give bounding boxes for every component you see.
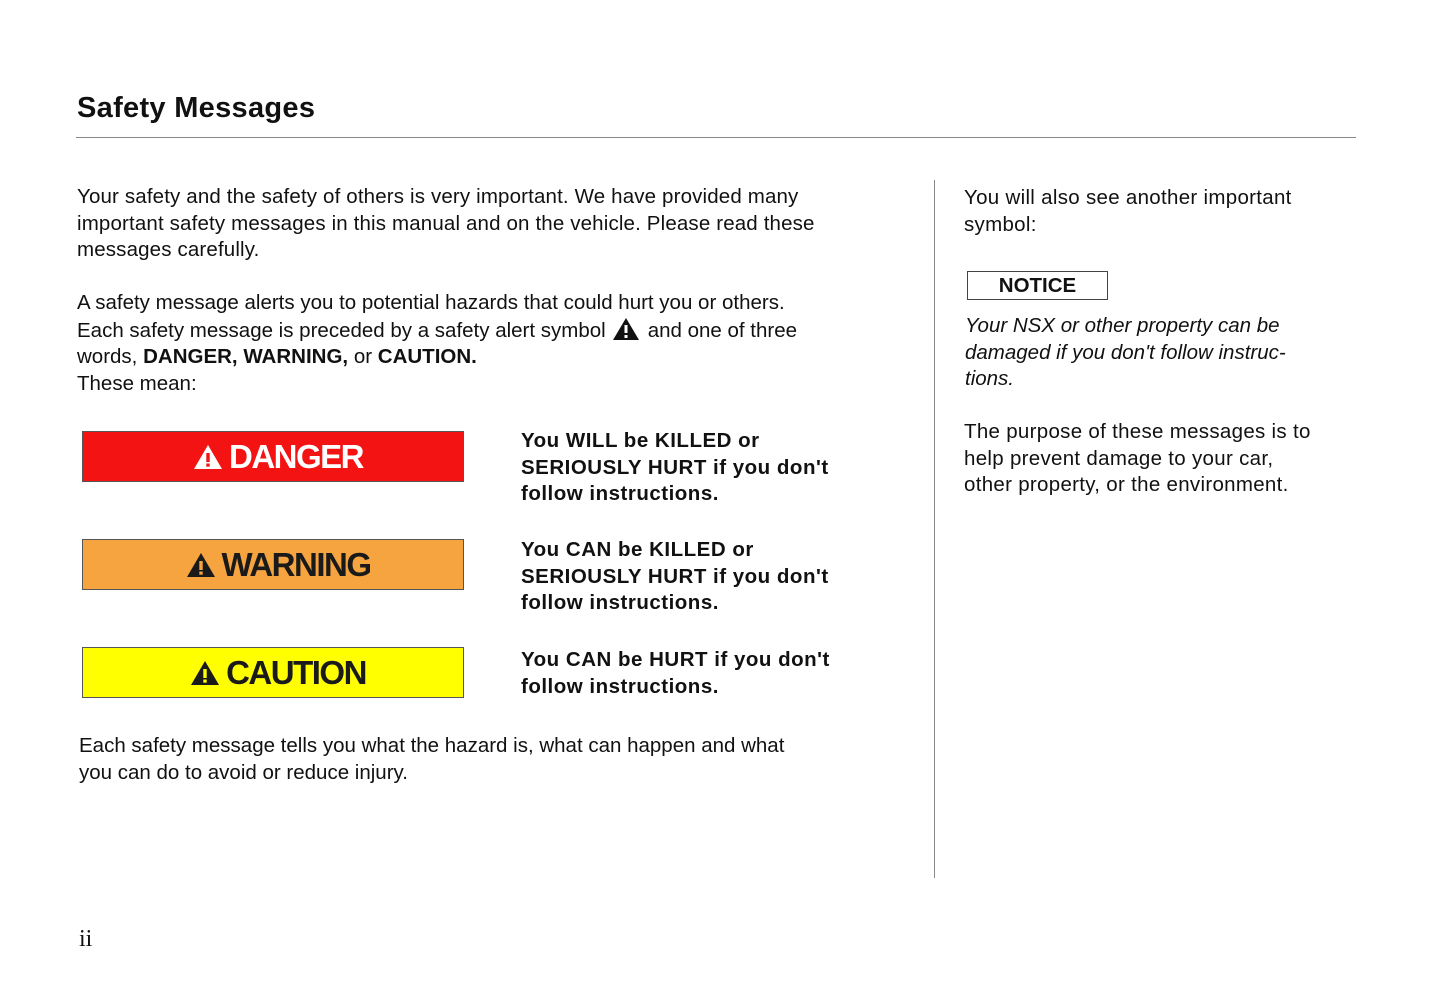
text-line [77, 344, 797, 371]
text-line: symbol: [964, 212, 1037, 236]
text-line: These mean: [77, 371, 197, 395]
alert-paragraph [77, 290, 797, 397]
text-line: follow instructions. [521, 482, 719, 505]
caution-label: CAUTION [226, 653, 366, 691]
text-line: Your NSX or other property can be [965, 314, 1280, 337]
text-line: follow instructions. [521, 674, 719, 698]
text-line: SERIOUSLY HURT if you don't [521, 564, 829, 588]
text-line: SERIOUSLY HURT if you don't [521, 455, 829, 479]
caution-meaning [521, 647, 830, 700]
text-line [77, 317, 797, 345]
purpose-paragraph [964, 419, 1311, 499]
title-divider [76, 137, 1356, 138]
text-line: other property, or the environment. [964, 473, 1289, 496]
warning-triangle-icon [190, 660, 220, 686]
warning-label: WARNING [221, 545, 371, 583]
right-intro [964, 185, 1292, 238]
signal-word-caution: CAUTION. [377, 345, 477, 368]
page-number: ii [79, 926, 93, 952]
warning-meaning [521, 537, 829, 617]
text-segment: and one of three [647, 318, 798, 342]
text-line: A safety message alerts you to potential hazards that could hurt you or others. [77, 291, 785, 314]
text-line: tions. [965, 367, 1014, 390]
column-divider [934, 180, 935, 878]
text-segment: Each safety message is preceded by a safety alert symbol [77, 318, 606, 342]
signal-word-danger: DANGER, [143, 345, 238, 368]
text-line: damaged if you don't follow instruc- [965, 340, 1286, 364]
closing-paragraph [79, 733, 784, 786]
text-line: important safety messages in this manual and on the vehicle. Please read these [77, 211, 815, 235]
notice-label-box: NOTICE [967, 271, 1108, 300]
warning-triangle-icon [193, 444, 223, 470]
safety-alert-icon [612, 317, 640, 341]
notice-text [965, 313, 1286, 393]
text-line: messages carefully. [77, 238, 260, 261]
text-line: help prevent damage to your car, [964, 446, 1274, 470]
text-segment: or [353, 345, 373, 368]
text-line: You WILL be KILLED or [521, 429, 760, 452]
caution-sign [82, 647, 464, 698]
danger-sign [82, 431, 464, 482]
text-line: Each safety message tells you what the hazard is, what can happen and what [79, 734, 785, 757]
danger-label: DANGER [228, 437, 363, 475]
text-line: you can do to avoid or reduce injury. [79, 760, 408, 784]
page-title: Safety Messages [77, 92, 316, 124]
warning-sign [82, 539, 464, 590]
text-line: The purpose of these messages is to [964, 420, 1311, 443]
signal-word-warning: WARNING, [243, 345, 349, 368]
text-line: Your safety and the safety of others is very important. We have provided many [77, 185, 799, 208]
text-segment: words, [77, 345, 138, 368]
text-line: You CAN be HURT if you don't [521, 648, 830, 671]
text-line: You CAN be KILLED or [521, 538, 754, 561]
text-line: follow instructions. [521, 591, 719, 614]
danger-meaning [521, 428, 829, 508]
text-line: You will also see another important [964, 186, 1292, 209]
warning-triangle-icon [186, 552, 216, 578]
intro-paragraph [77, 184, 815, 264]
